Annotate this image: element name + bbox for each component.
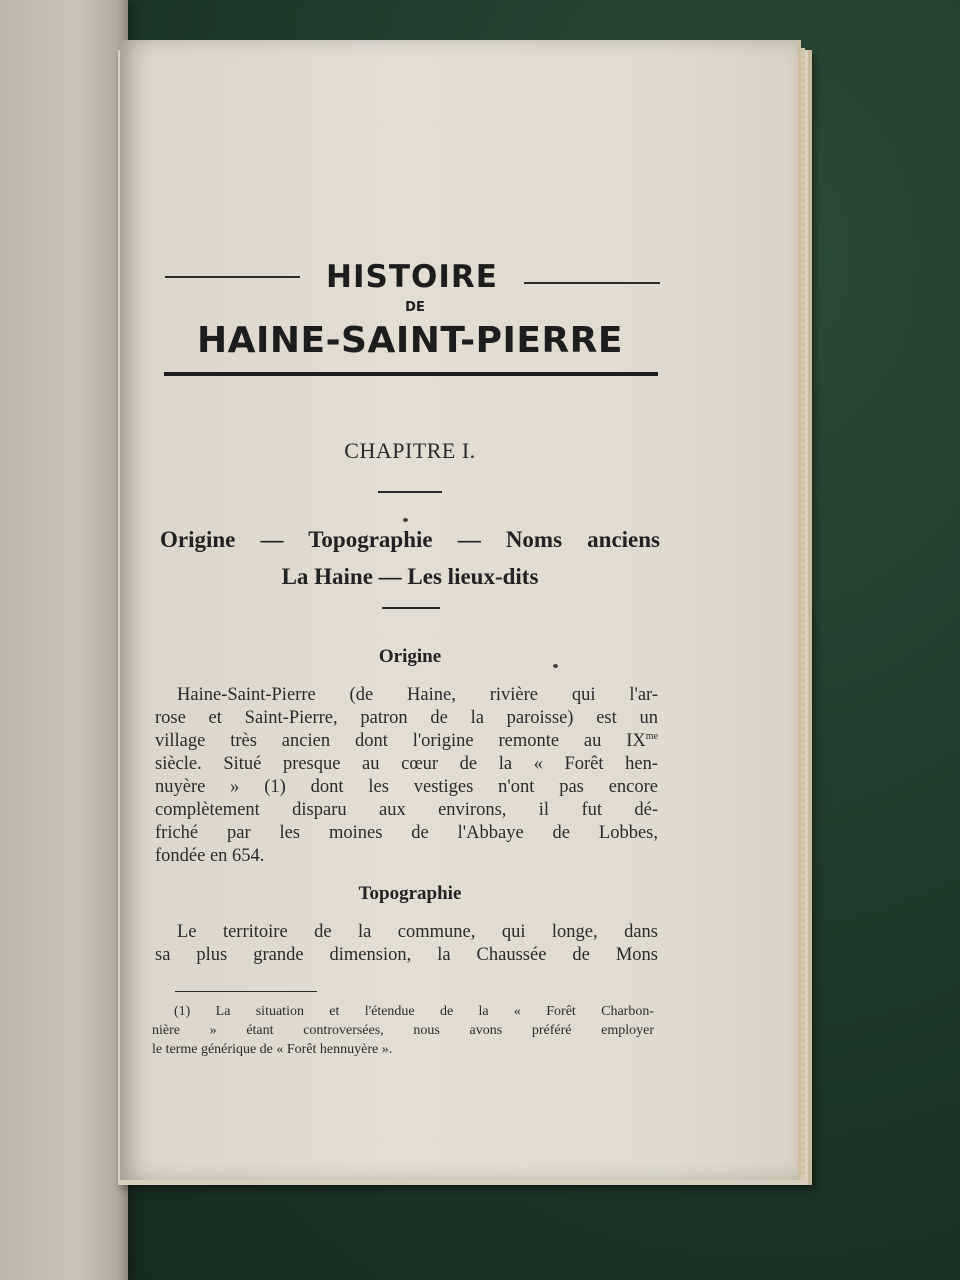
text-line: Le territoire de la commune, qui longe, dans bbox=[177, 922, 658, 942]
text-line: rose et Saint-Pierre, patron de la paroisse) est un bbox=[155, 708, 658, 728]
title-rule-left bbox=[165, 276, 300, 278]
title-histoire: HISTOIRE bbox=[326, 259, 498, 295]
superscript: me bbox=[645, 730, 658, 742]
text-line: complètement disparu aux environs, il fut dé- bbox=[155, 800, 658, 820]
paper-speck bbox=[553, 664, 558, 668]
text-line: nuyère » (1) dont les vestiges n'ont pas encore bbox=[155, 777, 658, 797]
footnote-line: (1) La situation et l'étendue de la « Forêt Charbon- bbox=[174, 1004, 654, 1019]
footnote-rule bbox=[175, 991, 317, 992]
chapter-subtitle-line-2: La Haine — Les lieux-dits bbox=[281, 564, 539, 589]
text-line: fondée en 654. bbox=[155, 846, 265, 866]
title-de: DE bbox=[405, 300, 425, 315]
paragraph-origine bbox=[155, 684, 658, 868]
chapter-heading: CHAPITRE I. bbox=[344, 438, 476, 463]
text-line: siècle. Situé presque au cœur de la « Forêt hen- bbox=[155, 754, 658, 774]
paragraph-topographie bbox=[155, 921, 658, 967]
title-rule-right bbox=[524, 282, 660, 284]
chapter-subtitle-line-1: Origine — Topographie — Noms anciens bbox=[160, 527, 660, 552]
section-heading-origine: Origine bbox=[378, 646, 442, 667]
text-line bbox=[155, 730, 658, 753]
chapter-rule bbox=[378, 491, 442, 493]
title-underline bbox=[164, 372, 658, 376]
section-heading-topographie: Topographie bbox=[358, 883, 462, 904]
paper-speck bbox=[403, 518, 408, 522]
text-line: sa plus grande dimension, la Chaussée de Mons bbox=[155, 945, 658, 965]
left-page bbox=[0, 0, 128, 1280]
footnote-line: le terme générique de « Forêt hennuyère ». bbox=[152, 1042, 393, 1057]
text-line: Haine-Saint-Pierre (de Haine, rivière qui l'ar- bbox=[177, 685, 658, 705]
page-title: HAINE-SAINT-PIERRE bbox=[197, 320, 623, 361]
footnote-line: nière » étant controversées, nous avons préféré employer bbox=[152, 1023, 654, 1038]
text-line: friché par les moines de l'Abbaye de Lobbes, bbox=[155, 823, 658, 843]
subtitle-rule bbox=[382, 607, 440, 609]
text-line-content: village très ancien dont l'origine remonte au IX bbox=[155, 731, 646, 751]
footnote bbox=[152, 1002, 654, 1059]
